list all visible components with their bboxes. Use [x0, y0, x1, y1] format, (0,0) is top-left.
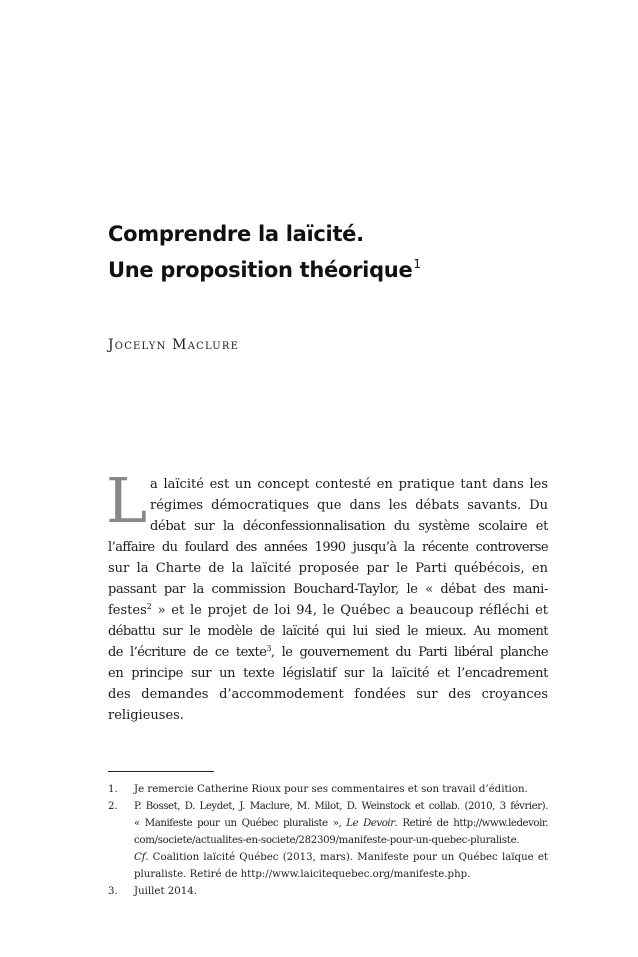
- footnote-2-link[interactable]: com/societe/actualites-en-societe/282309/manifeste-pour-un-quebec-pluraliste.: [134, 835, 520, 846]
- footnote-ref-3[interactable]: 3: [266, 644, 271, 653]
- footnote-separator: [108, 771, 214, 772]
- footnote-3-line-1: Juillet 2014.: [134, 886, 197, 897]
- chapter-title-line-1: Comprendre la laïcité.: [108, 222, 364, 246]
- body-paragraph: [108, 474, 548, 726]
- body-line-7-lead: festes: [108, 603, 147, 618]
- chapter-title-line-2: [108, 249, 548, 285]
- footnote-1-line-1: Je remercie Catherine Rioux pour ses commentaires et son travail d’édition.: [134, 784, 528, 795]
- footnote-number: 2.: [108, 801, 118, 812]
- footnote-2-newspaper: Le Devoir: [346, 818, 395, 829]
- body-line-1: a laïcité est un concept contesté en pratique tant dans les: [150, 477, 548, 492]
- chapter-title: [108, 219, 548, 285]
- body-line-8: débattu sur le modèle de laïcité qui lui sied le mieux. Au moment: [108, 624, 548, 639]
- footnotes: [108, 781, 548, 900]
- body-line-7: [108, 600, 548, 621]
- footnote-1: [108, 781, 548, 798]
- drop-cap: L: [106, 464, 148, 537]
- body-line-11: des demandes d’accommodement fondées sur des croyances: [108, 687, 548, 702]
- footnote-3: [108, 883, 548, 900]
- footnote-ref-2[interactable]: 2: [146, 602, 152, 611]
- body-line-2: régimes démocratiques que dans les débats savants. Du: [150, 498, 548, 513]
- footnote-2-line-1: P. Bosset, D. Leydet, J. Maclure, M. Milot, D. Weinstock et collab. (2010, 3 février).: [134, 801, 548, 812]
- footnote-2-cf: Cf.: [134, 852, 149, 863]
- footnote-2-line-5[interactable]: pluraliste. Retiré de http://www.laicitequebec.org/manifeste.php.: [134, 869, 471, 880]
- footnote-ref-1[interactable]: 1: [413, 257, 421, 271]
- body-line-12: religieuses.: [108, 708, 184, 723]
- footnote-number: 3.: [108, 886, 118, 897]
- chapter-title-line-2-text: Une proposition théorique: [108, 258, 413, 282]
- footnote-2-line-2-lead: « Manifeste pour un Québec pluraliste »,: [134, 818, 347, 829]
- chapter-author: Jocelyn Maclure: [108, 337, 240, 353]
- footnote-2-line-4: [134, 849, 548, 866]
- footnote-2: [108, 798, 548, 883]
- body-line-4: l’affaire du foulard des années 1990 jusqu’à la récente controverse: [108, 540, 548, 555]
- footnote-2-line-4-text: Coalition laïcité Québec (2013, mars). Manifeste pour un Québec laïque et: [152, 852, 548, 863]
- body-line-3: débat sur la déconfessionnalisation du système scolaire et: [150, 519, 548, 534]
- body-line-9-lead: de l’écriture de ce texte: [108, 645, 267, 660]
- body-line-10: en principe sur un texte législatif sur la laïcité et l’encadrement: [108, 666, 548, 681]
- body-line-9-text: , le gouvernement du Parti libéral planche: [270, 645, 548, 660]
- body-line-9: [108, 642, 548, 663]
- footnote-number: 1.: [108, 784, 118, 795]
- body-line-5: sur la Charte de la laïcité proposée par le Parti québécois, en: [108, 561, 548, 576]
- body-line-6: passant par la commission Bouchard-Taylor, le « débat des mani-: [108, 582, 548, 597]
- footnote-2-line-2-tail[interactable]: . Retiré de http://www.ledevoir.: [394, 818, 548, 829]
- footnote-2-line-2: [134, 815, 548, 832]
- body-line-7-text: » et le projet de loi 94, le Québec a beaucoup réfléchi et: [157, 603, 548, 618]
